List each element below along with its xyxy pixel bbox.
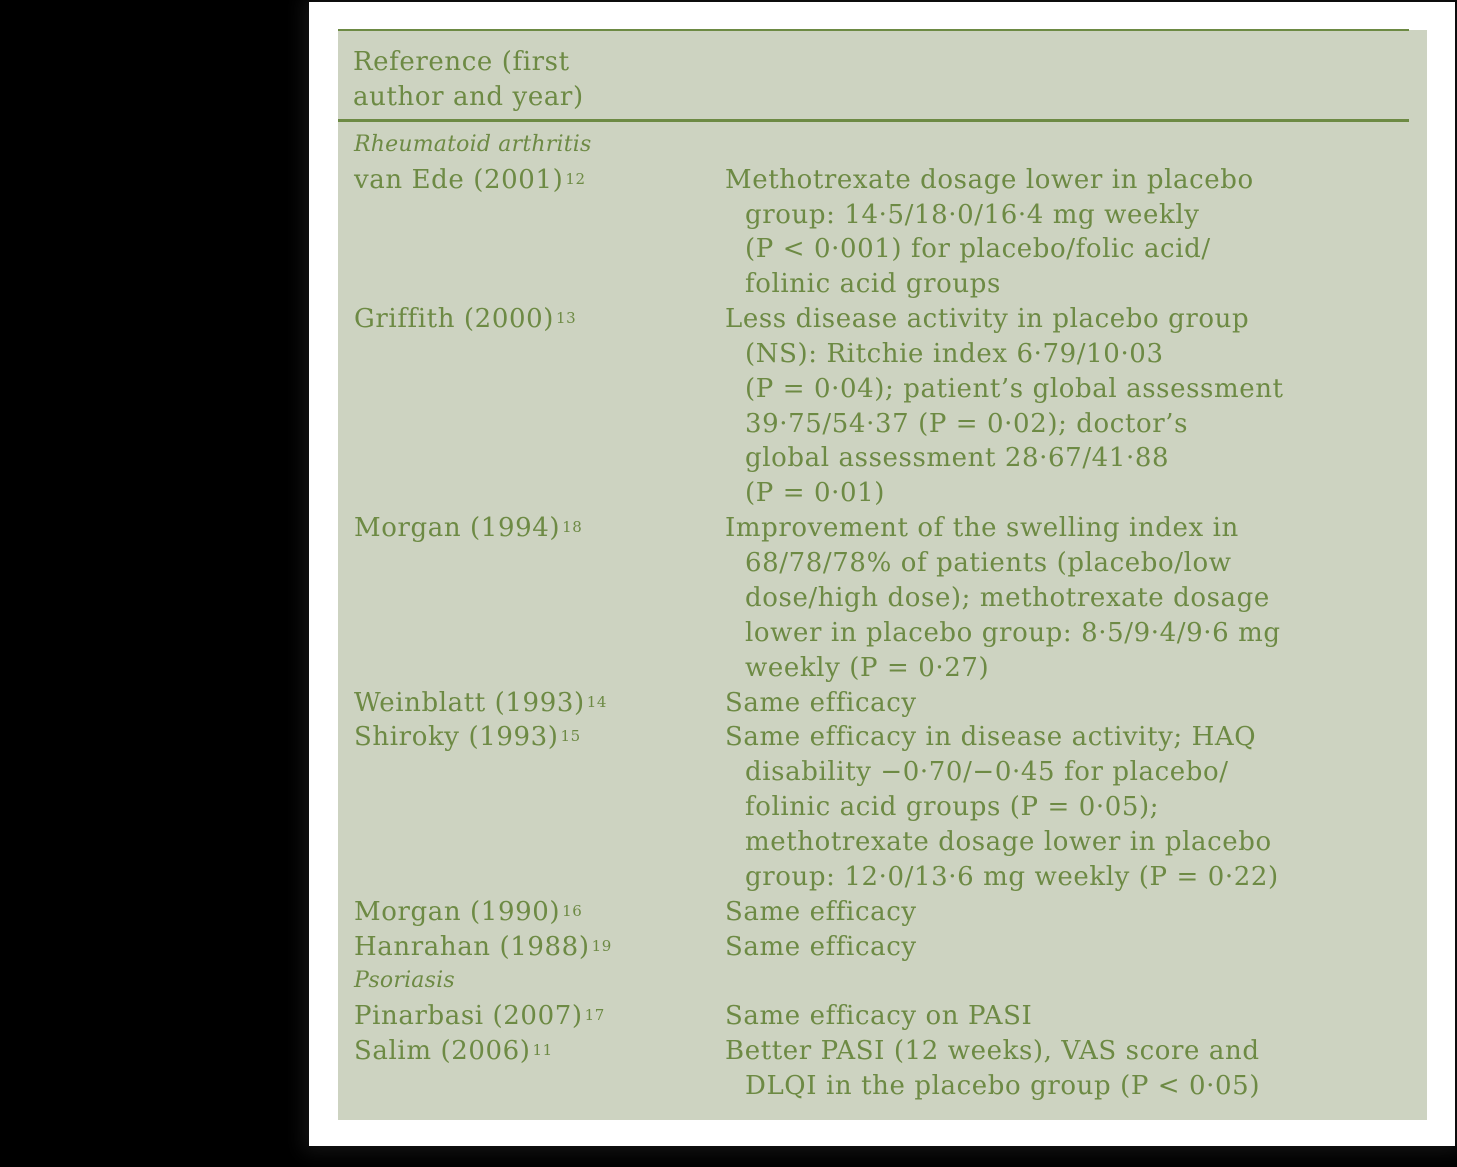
findings-line: 68/78/78% of patients (placebo/low — [745, 548, 1232, 579]
findings-line: Same efficacy — [725, 687, 917, 718]
findings-line: (P < 0·001) for placebo/folic acid/ — [745, 234, 1211, 265]
findings-cell — [725, 511, 1281, 685]
findings-line: group: 12·0/13·6 mg weekly (P = 0·22) — [745, 861, 1279, 892]
findings-line: lower in placebo group: 8·5/9·4/9·6 mg — [745, 617, 1281, 648]
reference-author-year: Shiroky (1993) — [354, 722, 559, 753]
citation-number: 19 — [591, 936, 612, 955]
findings-line: group: 14·5/18·0/16·4 mg weekly — [745, 199, 1200, 230]
section-label: Rheumatoid arthritis — [354, 132, 592, 157]
reference-author-year: Weinblatt (1993) — [354, 687, 585, 718]
findings-cell — [725, 686, 917, 721]
findings-cell — [725, 720, 1279, 894]
citation-number: 13 — [556, 309, 577, 328]
reference-cell — [354, 930, 612, 968]
reference-cell — [354, 686, 607, 724]
findings-line: folinic acid groups (P = 0·05); — [745, 792, 1160, 823]
section-label: Psoriasis — [354, 968, 455, 994]
findings-line: Improvement of the swelling index in — [725, 513, 1239, 544]
findings-line: global assessment 28·67/41·88 — [745, 443, 1170, 474]
findings-cell — [725, 930, 917, 965]
findings-line: weekly (P = 0·27) — [745, 652, 990, 683]
findings-line: Better PASI (12 weeks), VAS score and — [725, 1036, 1260, 1067]
reference-cell — [354, 720, 581, 758]
findings-line: Less disease activity in placebo group — [725, 304, 1250, 335]
reference-cell — [354, 511, 582, 549]
reference-author-year: Salim (2006) — [354, 1036, 531, 1067]
findings-line: disability −0·70/−0·45 for placebo/ — [745, 757, 1229, 788]
reference-cell — [354, 895, 582, 933]
findings-cell — [725, 1034, 1260, 1104]
reference-author-year: Pinarbasi (2007) — [354, 1001, 583, 1032]
findings-line: folinic acid groups — [745, 269, 1001, 300]
citation-number: 17 — [584, 1006, 605, 1025]
reference-author-year: Morgan (1990) — [354, 896, 561, 927]
findings-line: Same efficacy — [725, 931, 917, 962]
findings-line: Same efficacy — [725, 896, 917, 927]
findings-line: Same efficacy in disease activity; HAQ — [725, 722, 1257, 753]
findings-line: Same efficacy on PASI — [725, 1001, 1033, 1032]
reference-cell — [354, 163, 586, 201]
citation-number: 16 — [562, 901, 583, 920]
citation-number: 12 — [565, 169, 586, 188]
column-header-reference: Reference (first author and year) — [353, 47, 584, 112]
findings-cell — [725, 302, 1284, 511]
findings-line: 39·75/54·37 (P = 0·02); doctor’s — [745, 408, 1189, 439]
citation-number: 14 — [586, 692, 608, 711]
findings-line: (P = 0·04); patient’s global assessment — [745, 373, 1284, 404]
findings-cell — [725, 895, 917, 930]
citation-number: 15 — [560, 727, 581, 746]
reference-cell — [354, 302, 576, 340]
citation-number: 18 — [562, 518, 583, 537]
table-top-rule — [338, 29, 1409, 31]
findings-line: Methotrexate dosage lower in placebo — [725, 164, 1254, 195]
reference-author-year: Griffith (2000) — [354, 304, 554, 335]
findings-cell — [725, 163, 1254, 302]
reference-cell — [354, 1034, 553, 1072]
findings-line: (P = 0·01) — [745, 478, 885, 509]
findings-line: DLQI in the placebo group (P < 0·05) — [745, 1070, 1261, 1101]
reference-author-year: Morgan (1994) — [354, 513, 561, 544]
findings-line: (NS): Ritchie index 6·79/10·03 — [745, 339, 1164, 370]
findings-line: methotrexate dosage lower in placebo — [745, 826, 1272, 857]
header-bottom-rule — [338, 119, 1409, 122]
reference-author-year: van Ede (2001) — [354, 164, 564, 195]
citation-number: 11 — [532, 1041, 553, 1060]
reference-author-year: Hanrahan (1988) — [354, 931, 590, 962]
reference-cell — [354, 999, 605, 1037]
findings-line: dose/high dose); methotrexate dosage — [745, 582, 1270, 613]
findings-cell — [725, 999, 1032, 1034]
